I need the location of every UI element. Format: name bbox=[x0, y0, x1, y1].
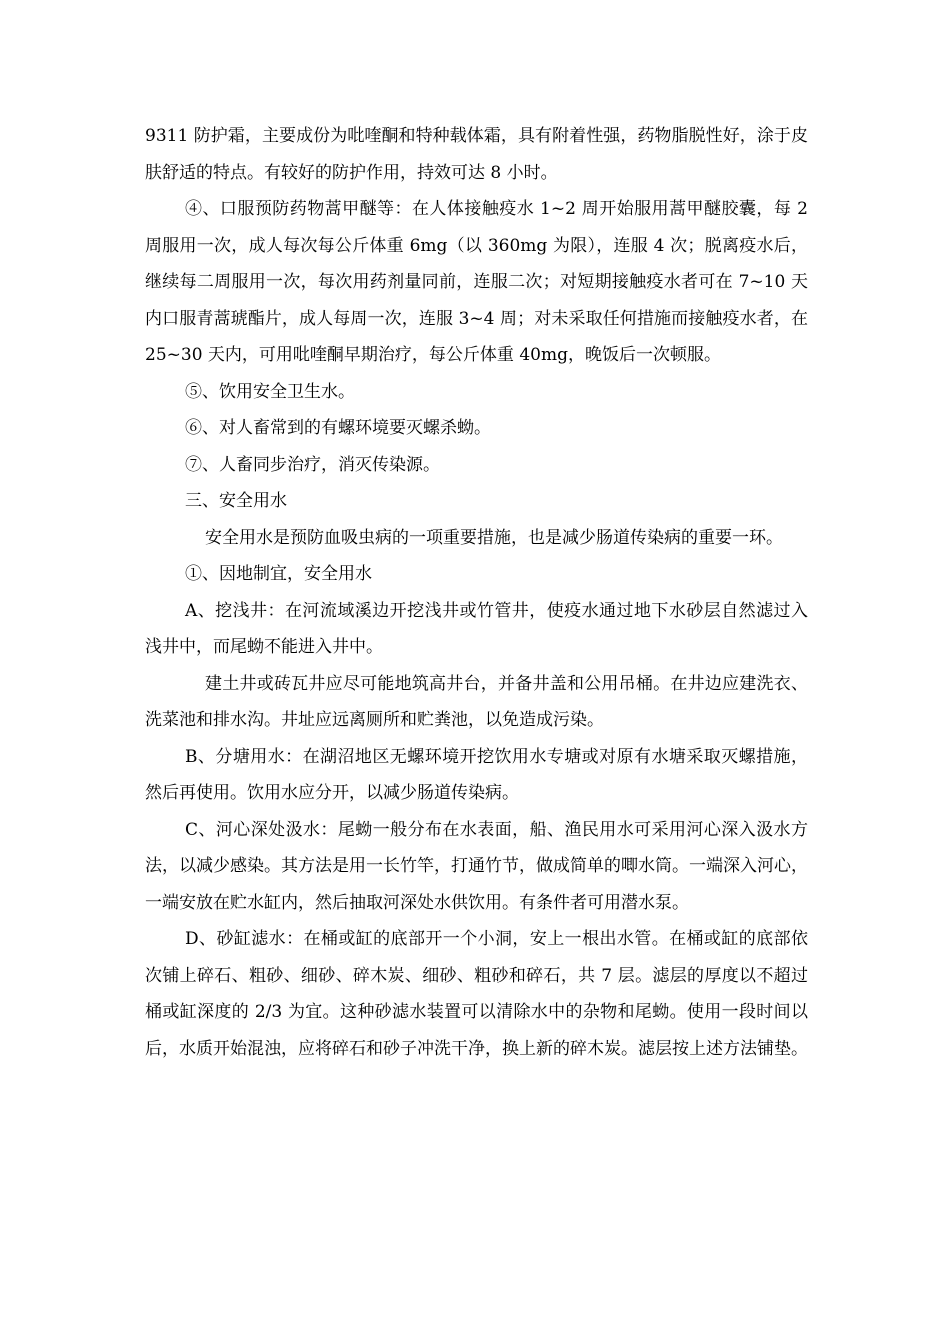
paragraph-separate-ponds: B、分塘用水：在湖沼地区无螺环境开挖饮用水专塘或对原有水塘采取灭螺措施，然后再使用。饮用水应分开，以减少肠道传染病。 bbox=[145, 746, 808, 803]
paragraph-shallow-well: A、挖浅井：在河流域溪边开挖浅井或竹管井，使疫水通过地下水砂层自然滤过入浅井中，而尾蚴不能进入井中。 bbox=[145, 600, 808, 657]
section-heading-safe-water-use: 三、安全用水 bbox=[185, 491, 287, 511]
paragraph-safe-water: ⑤、饮用安全卫生水。 bbox=[185, 381, 355, 402]
paragraph-sand-filter: D、砂缸滤水：在桶或缸的底部开一个小洞，安上一根出水管。在桶或缸的底部依次铺上碎石、粗砂、细砂、碎木炭、细砂、粗砂和碎石，共 7 层。滤层的厚度以不超过桶或缸深度的 2/3 为宜。这种砂滤水装置可以清除水中的杂物和尾蚴。使用一段时间以后，水质开始混浊，应将碎石和砂子冲洗干净，换上新的碎木炭。滤层按上述方法铺垫。 bbox=[145, 929, 808, 1059]
paragraph-deep-river-water: C、河心深处汲水：尾蚴一般分布在水表面，船、渔民用水可采用河心深入汲水方法，以减少感染。其方法是用一长竹竿，打通竹节，做成简单的唧水筒。一端深入河心，一端安放在贮水缸内，然后抽取河深处水供饮用。有条件者可用潜水泵。 bbox=[145, 819, 808, 913]
paragraph-snail-control: ⑥、对人畜常到的有螺环境要灭螺杀蚴。 bbox=[185, 418, 491, 438]
paragraph-synchronized-treatment: ⑦、人畜同步治疗，消灭传染源。 bbox=[185, 454, 440, 475]
paragraph-well-construction: 建土井或砖瓦井应尽可能地筑高井台，并备井盖和公用吊桶。在井边应建洗衣、洗菜池和排水沟。井址应远离厕所和贮粪池，以免造成污染。 bbox=[145, 673, 808, 730]
paragraph-safe-water-intro: 安全用水是预防血吸虫病的一项重要措施，也是减少肠道传染病的重要一环。 bbox=[205, 527, 783, 548]
document-body bbox=[145, 118, 808, 1067]
paragraph-oral-prevention: ④、口服预防药物蒿甲醚等：在人体接触疫水 1~2 周开始服用蒿甲醚胶囊，每 2 周服用一次，成人每次每公斤体重 6mg（以 360mg 为限），连服 4 次；脱离疫水后，继续每二周服用一次，每次用药剂量同前，连服二次；对短期接触疫水者可在 7~10 天内口服青蒿琥酯片，成人每周一次，连服 3~4 周；对未采取任何措施而接触疫水者，在 25~30 天内，可用吡喹酮早期治疗，每公斤体重 40mg，晚饭后一次顿服。 bbox=[145, 199, 808, 365]
paragraph-protective-cream: 9311 防护霜，主要成份为吡喹酮和特种载体霜，具有附着性强，药物脂脱性好，涂于皮肤舒适的特点。有较好的防护作用，持效可达 8 小时。 bbox=[145, 126, 808, 183]
paragraph-local-conditions: ①、因地制宜，安全用水 bbox=[185, 564, 372, 584]
